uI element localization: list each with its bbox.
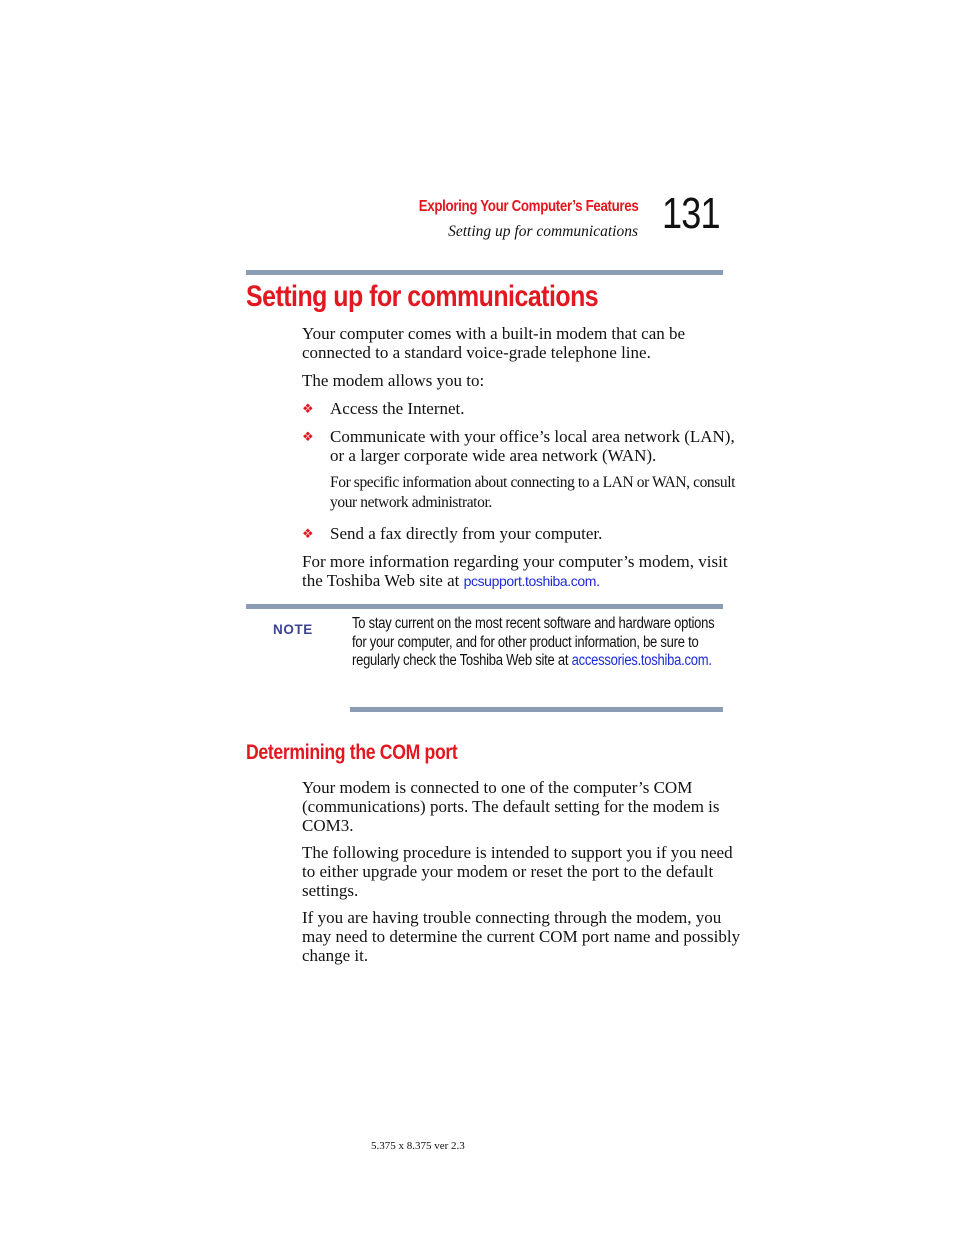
modem-allows-text: The modem allows you to:: [302, 371, 485, 390]
more-info-text: For more information regarding your computer’s modem, visit the Toshiba Web site at: [302, 552, 728, 590]
bullet-icon: ❖: [302, 526, 314, 541]
more-info-period: .: [596, 573, 600, 589]
note-top-rule: [246, 604, 723, 609]
header-divider: [246, 270, 723, 275]
bullet-icon: ❖: [302, 401, 314, 416]
more-info-paragraph: [302, 552, 742, 591]
running-header-chapter: Exploring Your Computer’s Features: [418, 198, 638, 215]
note-label: NOTE: [273, 622, 313, 637]
section-title: Setting up for communications: [246, 280, 599, 313]
bullet-icon: ❖: [302, 429, 314, 444]
footer-version: 5.375 x 8.375 ver 2.3: [371, 1140, 465, 1152]
intro-paragraph: Your computer comes with a built-in modem that can be connected to a standard voice-grade telephone line.: [302, 324, 686, 362]
lan-wan-note: For specific information about connecting to a LAN or WAN, consult your network administrator.: [330, 474, 736, 511]
accessories-link[interactable]: accessories.toshiba.com: [571, 652, 709, 670]
note-bottom-rule: [350, 707, 723, 712]
pcsupport-link[interactable]: pcsupport.toshiba.com: [463, 573, 597, 589]
com-paragraph: Your modem is connected to one of the computer’s COM (communications) ports. The default setting for the modem is COM3.: [302, 778, 720, 835]
bullet-item: Communicate with your office’s local area network (LAN), or a larger corporate wide area network (WAN).: [330, 427, 735, 465]
note-body: To stay current on the most recent software and hardware options for your computer, and for other product information, be sure to regularly check the Toshiba Web site at: [352, 615, 715, 670]
bullet-item: Access the Internet.: [330, 399, 465, 418]
note-period: .: [708, 652, 712, 670]
com-paragraph: The following procedure is intended to support you if you need to either upgrade your modem or reset the port to the default settings.: [302, 843, 733, 900]
note-text: [352, 615, 722, 671]
com-paragraph: If you are having trouble connecting through the modem, you may need to determine the current COM port name and possibly change it.: [302, 908, 741, 965]
running-header-section: Setting up for communications: [448, 223, 638, 240]
page-number: 131: [662, 189, 720, 238]
bullet-item: Send a fax directly from your computer.: [330, 524, 603, 543]
subsection-title: Determining the COM port: [246, 741, 458, 764]
